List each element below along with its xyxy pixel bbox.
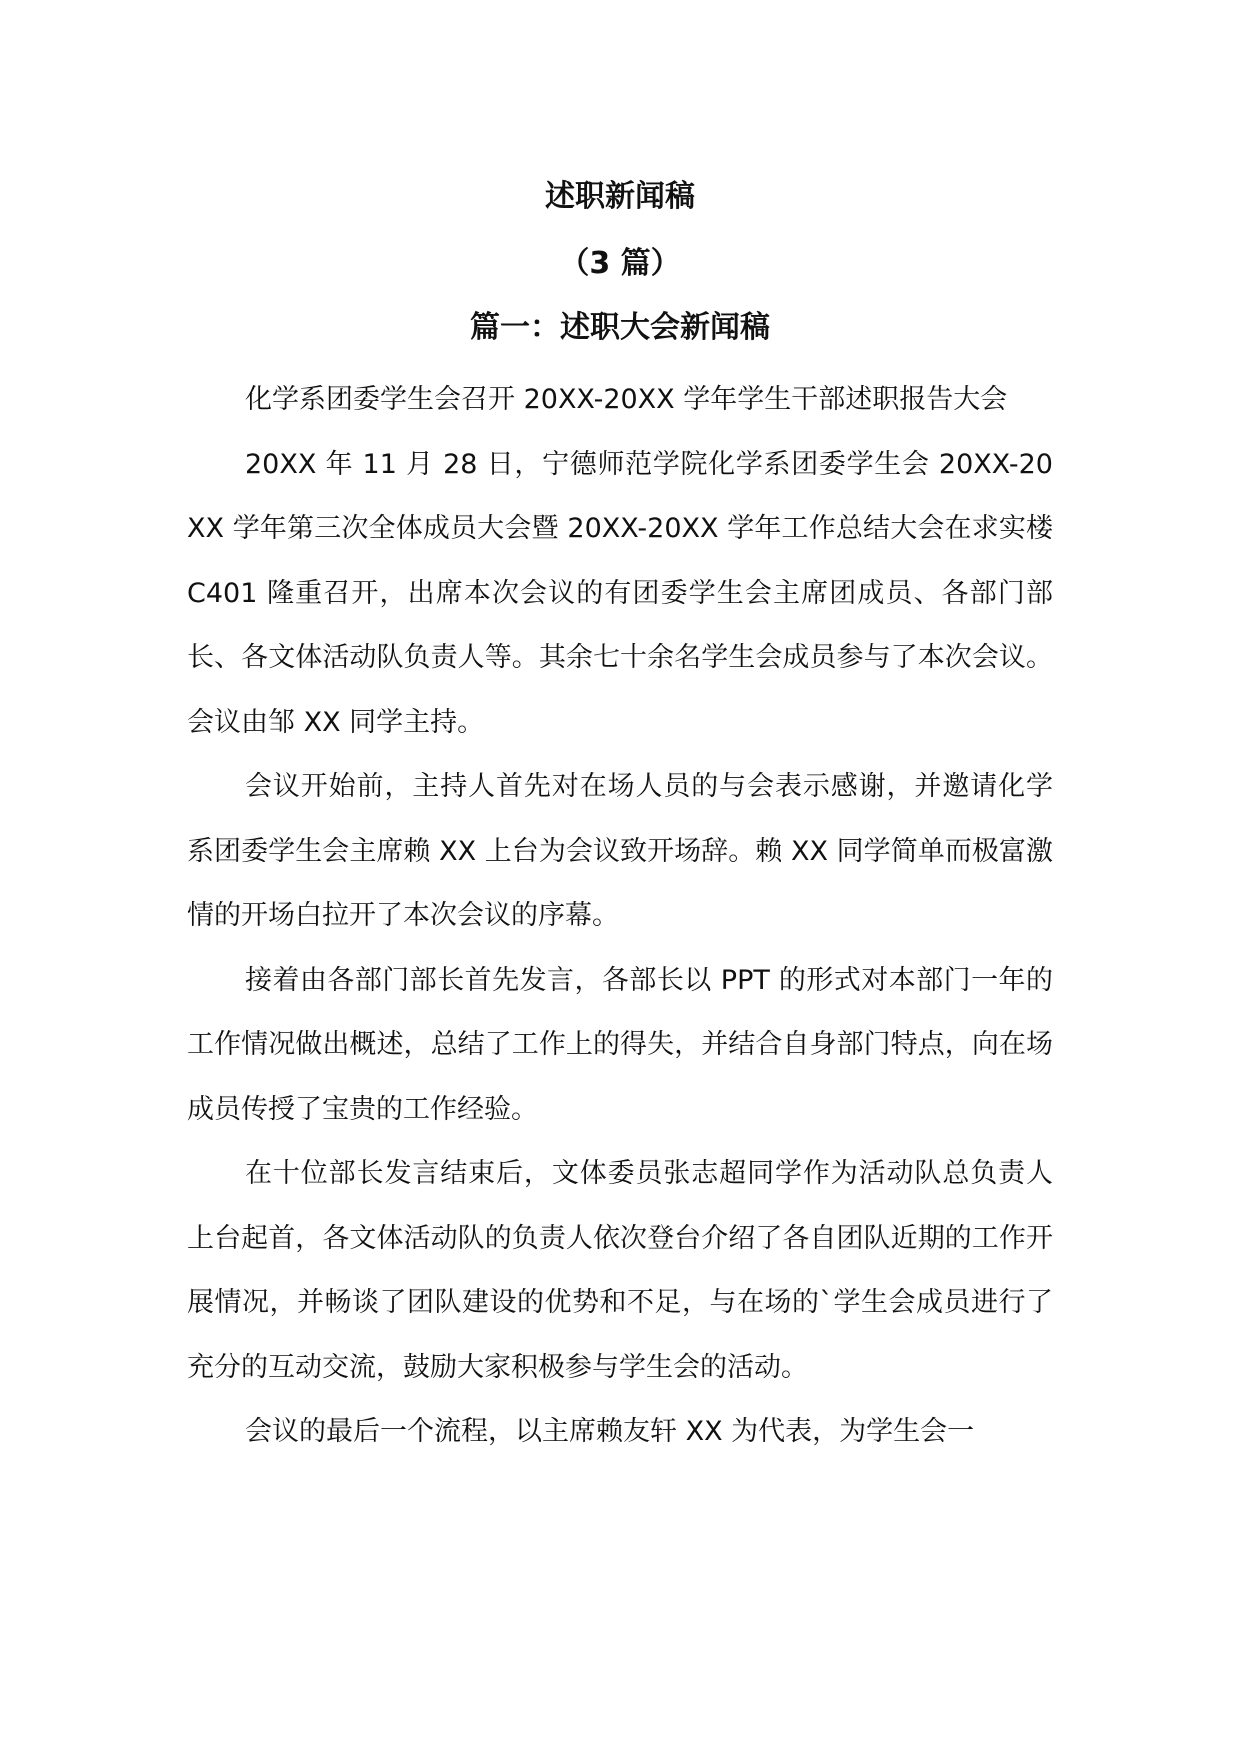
paragraph: 化学系团委学生会召开 20XX-20XX 学年学生干部述职报告大会	[245, 384, 1008, 415]
paragraph: 在十位部长发言结束后，文体委员张志超同学作为活动队总负责人上台起首，各文体活动队的负责人依次登台介绍了各自团队近期的工作开展情况，并畅谈了团队建设的优势和不足，与在场的`学生会成员进行了充分的互动交流，鼓励大家积极参与学生会的活动。	[187, 1158, 1053, 1383]
paragraph: 接着由各部门部长首先发言，各部长以 PPT 的形式对本部门一年的工作情况做出概述，总结了工作上的得失，并结合自身部门特点，向在场成员传授了宝贵的工作经验。	[187, 964, 1053, 1125]
document-title: 述职新闻稿	[545, 179, 695, 214]
paragraph: 会议开始前，主持人首先对在场人员的与会表示感谢，并邀请化学系团委学生会主席赖 XX 上台为会议致开场辞。赖 XX 同学简单而极富激情的开场白拉开了本次会议的序幕。	[187, 771, 1053, 931]
article-body	[187, 368, 1053, 1465]
paragraph: 20XX 年 11 月 28 日，宁德师范学院化学系团委学生会 20XX-20XX 学年第三次全体成员大会暨 20XX-20XX 学年工作总结大会在求实楼 C401 隆重召开，出席本次会议的有团委学生会主席团成员、各部门部长、各文体活动队负责人等。其余七十余名学生会成员参与了本次会议。会议由邹 XX 同学主持。	[187, 448, 1053, 738]
paragraph: 会议的最后一个流程，以主席赖友轩 XX 为代表，为学生会一	[245, 1416, 975, 1447]
document-count: （3 篇）	[559, 246, 681, 281]
article-title: 篇一：述职大会新闻稿	[470, 310, 770, 345]
